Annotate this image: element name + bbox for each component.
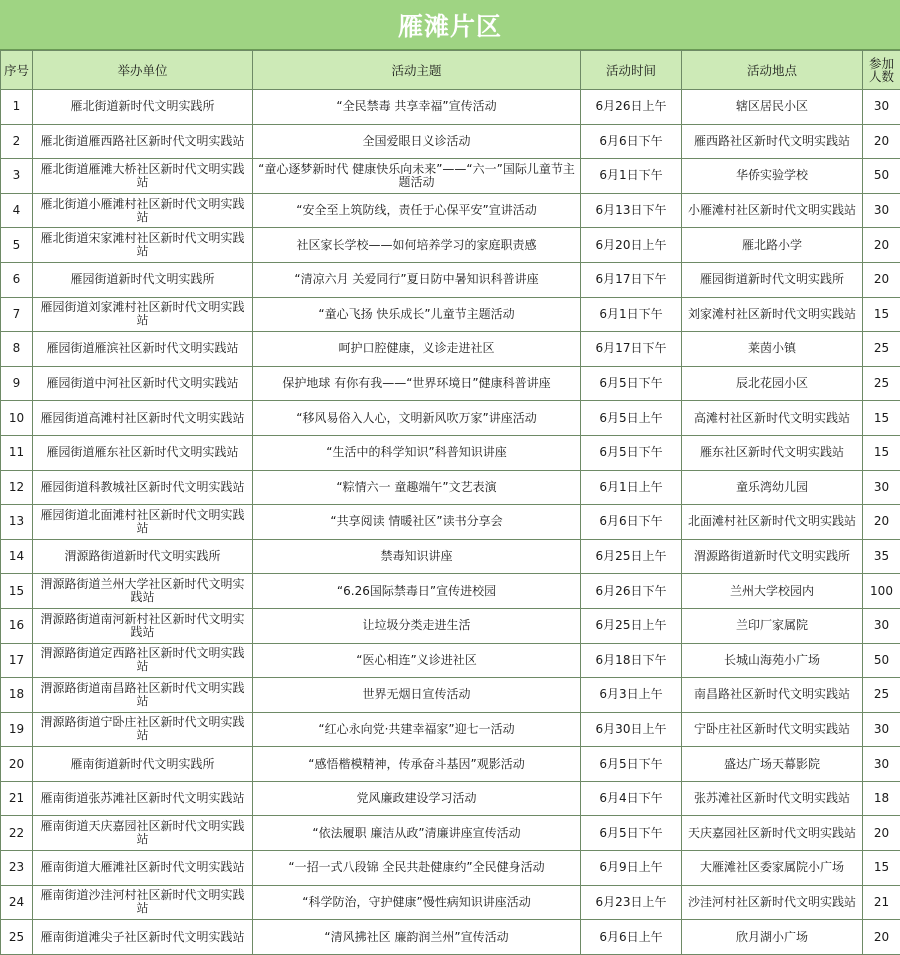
cell-unit[interactable]: 渭源路街道定西路社区新时代文明实践站 — [33, 643, 253, 678]
cell-no[interactable]: 3 — [1, 159, 33, 194]
cell-place[interactable]: 雁北路小学 — [682, 228, 863, 263]
cell-unit[interactable]: 雁南街道天庆嘉园社区新时代文明实践站 — [33, 816, 253, 851]
cell-time[interactable]: 6月4日下午 — [581, 781, 682, 816]
cell-count[interactable]: 18 — [863, 781, 900, 816]
cell-no[interactable]: 19 — [1, 712, 33, 747]
cell-theme[interactable]: “感悟楷模精神，传承奋斗基因”观影活动 — [253, 747, 581, 782]
cell-time[interactable]: 6月26日上午 — [581, 90, 682, 125]
cell-unit[interactable]: 雁北街道宋家滩村社区新时代文明实践站 — [33, 228, 253, 263]
cell-count[interactable]: 30 — [863, 470, 900, 505]
cell-no[interactable]: 4 — [1, 193, 33, 228]
cell-time[interactable]: 6月6日上午 — [581, 920, 682, 955]
cell-no[interactable]: 9 — [1, 366, 33, 401]
cell-count[interactable]: 25 — [863, 678, 900, 713]
table-row[interactable] — [1, 885, 900, 920]
cell-time[interactable]: 6月3日上午 — [581, 678, 682, 713]
cell-place[interactable]: 兰印厂家属院 — [682, 608, 863, 643]
cell-count[interactable]: 20 — [863, 920, 900, 955]
cell-time[interactable]: 6月17日下午 — [581, 262, 682, 297]
cell-unit[interactable]: 雁园街道中河社区新时代文明实践站 — [33, 366, 253, 401]
cell-place[interactable]: 大雁滩社区委家属院小广场 — [682, 851, 863, 886]
cell-theme[interactable]: “安全至上筑防线，责任于心保平安”宣讲活动 — [253, 193, 581, 228]
table-row[interactable] — [1, 193, 900, 228]
cell-count[interactable]: 50 — [863, 643, 900, 678]
cell-time[interactable]: 6月9日上午 — [581, 851, 682, 886]
cell-count[interactable]: 35 — [863, 539, 900, 574]
table-row[interactable] — [1, 851, 900, 886]
cell-count[interactable]: 20 — [863, 505, 900, 540]
cell-place[interactable]: 雁东社区新时代文明实践站 — [682, 435, 863, 470]
cell-no[interactable]: 25 — [1, 920, 33, 955]
cell-time[interactable]: 6月5日下午 — [581, 366, 682, 401]
cell-unit[interactable]: 雁园街道北面滩村社区新时代文明实践站 — [33, 505, 253, 540]
table-row[interactable] — [1, 920, 900, 955]
cell-time[interactable]: 6月5日下午 — [581, 435, 682, 470]
cell-unit[interactable]: 渭源路街道南河新村社区新时代文明实践站 — [33, 608, 253, 643]
cell-place[interactable]: 高滩村社区新时代文明实践站 — [682, 401, 863, 436]
cell-count[interactable]: 21 — [863, 885, 900, 920]
cell-theme[interactable]: 党风廉政建设学习活动 — [253, 781, 581, 816]
header-row — [1, 51, 900, 90]
cell-time[interactable]: 6月26日下午 — [581, 574, 682, 609]
column-header-time: 活动时间 — [581, 51, 682, 90]
cell-no[interactable]: 1 — [1, 90, 33, 125]
cell-theme[interactable]: “医心相连”义诊进社区 — [253, 643, 581, 678]
cell-time[interactable]: 6月6日下午 — [581, 124, 682, 159]
cell-place[interactable]: 童乐湾幼儿园 — [682, 470, 863, 505]
sheet-title: 雁滩片区 — [397, 11, 502, 41]
cell-theme[interactable]: “依法履职 廉洁从政”清廉讲座宣传活动 — [253, 816, 581, 851]
table-row[interactable] — [1, 332, 900, 367]
cell-place[interactable]: 欣月湖小广场 — [682, 920, 863, 955]
cell-no[interactable]: 14 — [1, 539, 33, 574]
cell-unit[interactable]: 雁北街道新时代文明实践所 — [33, 90, 253, 125]
cell-no[interactable]: 6 — [1, 262, 33, 297]
cell-time[interactable]: 6月20日上午 — [581, 228, 682, 263]
cell-time[interactable]: 6月1日上午 — [581, 470, 682, 505]
column-header-unit: 举办单位 — [33, 51, 253, 90]
cell-time[interactable]: 6月5日下午 — [581, 747, 682, 782]
cell-time[interactable]: 6月6日下午 — [581, 505, 682, 540]
cell-theme[interactable]: “全民禁毒 共享幸福”宣传活动 — [253, 90, 581, 125]
table-row[interactable] — [1, 574, 900, 609]
cell-theme[interactable]: “科学防治，守护健康”慢性病知识讲座活动 — [253, 885, 581, 920]
table-row[interactable] — [1, 643, 900, 678]
cell-count[interactable]: 15 — [863, 851, 900, 886]
cell-place[interactable]: 华侨实验学校 — [682, 159, 863, 194]
cell-count[interactable]: 15 — [863, 297, 900, 332]
cell-theme[interactable]: 让垃圾分类走进生活 — [253, 608, 581, 643]
cell-time[interactable]: 6月1日下午 — [581, 297, 682, 332]
cell-theme[interactable]: “生活中的科学知识”科普知识讲座 — [253, 435, 581, 470]
cell-theme[interactable]: “红心永向党·共建幸福家”迎七一活动 — [253, 712, 581, 747]
cell-no[interactable]: 22 — [1, 816, 33, 851]
cell-no[interactable]: 10 — [1, 401, 33, 436]
cell-unit[interactable]: 雁南街道大雁滩社区新时代文明实践站 — [33, 851, 253, 886]
cell-unit[interactable]: 雁园街道科教城社区新时代文明实践站 — [33, 470, 253, 505]
cell-unit[interactable]: 渭源路街道宁卧庄社区新时代文明实践站 — [33, 712, 253, 747]
table-row[interactable] — [1, 366, 900, 401]
activity-table — [0, 50, 900, 955]
cell-theme[interactable]: “一招一式八段锦 全民共赴健康约”全民健身活动 — [253, 851, 581, 886]
cell-place[interactable]: 渭源路街道新时代文明实践所 — [682, 539, 863, 574]
cell-time[interactable]: 6月13日下午 — [581, 193, 682, 228]
table-row[interactable] — [1, 470, 900, 505]
cell-theme[interactable]: “童心逐梦新时代 健康快乐向未来”——“六一”国际儿童节主题活动 — [253, 159, 581, 194]
cell-count[interactable]: 30 — [863, 608, 900, 643]
cell-time[interactable]: 6月18日下午 — [581, 643, 682, 678]
cell-place[interactable]: 天庆嘉园社区新时代文明实践站 — [682, 816, 863, 851]
cell-place[interactable]: 雁西路社区新时代文明实践站 — [682, 124, 863, 159]
cell-time[interactable]: 6月25日上午 — [581, 539, 682, 574]
column-header-place: 活动地点 — [682, 51, 863, 90]
cell-count[interactable]: 15 — [863, 401, 900, 436]
cell-count[interactable]: 20 — [863, 228, 900, 263]
cell-count[interactable]: 15 — [863, 435, 900, 470]
cell-place[interactable]: 雁园街道新时代文明实践所 — [682, 262, 863, 297]
table-row[interactable] — [1, 90, 900, 125]
cell-time[interactable]: 6月1日下午 — [581, 159, 682, 194]
cell-no[interactable]: 7 — [1, 297, 33, 332]
cell-no[interactable]: 21 — [1, 781, 33, 816]
cell-no[interactable]: 5 — [1, 228, 33, 263]
cell-place[interactable]: 莱茵小镇 — [682, 332, 863, 367]
cell-theme[interactable]: “清风拂社区 廉韵润兰州”宣传活动 — [253, 920, 581, 955]
cell-place[interactable]: 辖区居民小区 — [682, 90, 863, 125]
cell-place[interactable]: 兰州大学校园内 — [682, 574, 863, 609]
table-row[interactable] — [1, 712, 900, 747]
cell-no[interactable]: 18 — [1, 678, 33, 713]
cell-theme[interactable]: 社区家长学校——如何培养学习的家庭职责感 — [253, 228, 581, 263]
table-row[interactable] — [1, 124, 900, 159]
cell-no[interactable]: 17 — [1, 643, 33, 678]
cell-count[interactable]: 30 — [863, 193, 900, 228]
cell-theme[interactable]: “共享阅读 情暖社区”读书分享会 — [253, 505, 581, 540]
cell-time[interactable]: 6月17日下午 — [581, 332, 682, 367]
cell-time[interactable]: 6月5日上午 — [581, 401, 682, 436]
cell-unit[interactable]: 渭源路街道南昌路社区新时代文明实践站 — [33, 678, 253, 713]
cell-place[interactable]: 小雁滩村社区新时代文明实践站 — [682, 193, 863, 228]
cell-unit[interactable]: 雁园街道雁滨社区新时代文明实践站 — [33, 332, 253, 367]
cell-theme[interactable]: “粽情六一 童趣端午”文艺表演 — [253, 470, 581, 505]
table-row[interactable] — [1, 435, 900, 470]
cell-no[interactable]: 23 — [1, 851, 33, 886]
cell-unit[interactable]: 雁北街道雁西路社区新时代文明实践站 — [33, 124, 253, 159]
cell-place[interactable]: 刘家滩村社区新时代文明实践站 — [682, 297, 863, 332]
cell-theme[interactable]: “6.26国际禁毒日”宣传进校园 — [253, 574, 581, 609]
cell-time[interactable]: 6月30日上午 — [581, 712, 682, 747]
cell-unit[interactable]: 雁南街道张苏滩社区新时代文明实践站 — [33, 781, 253, 816]
cell-unit[interactable]: 渭源路街道新时代文明实践所 — [33, 539, 253, 574]
table-row[interactable] — [1, 816, 900, 851]
cell-place[interactable]: 盛达广场天幕影院 — [682, 747, 863, 782]
cell-no[interactable]: 24 — [1, 885, 33, 920]
cell-count[interactable]: 50 — [863, 159, 900, 194]
cell-no[interactable]: 11 — [1, 435, 33, 470]
cell-count[interactable]: 20 — [863, 262, 900, 297]
cell-count[interactable]: 20 — [863, 124, 900, 159]
table-row[interactable] — [1, 608, 900, 643]
table-row[interactable] — [1, 539, 900, 574]
cell-no[interactable]: 16 — [1, 608, 33, 643]
cell-no[interactable]: 15 — [1, 574, 33, 609]
title-banner — [0, 0, 900, 50]
cell-theme[interactable]: “移风易俗入人心，文明新风吹万家”讲座活动 — [253, 401, 581, 436]
cell-theme[interactable]: “童心飞扬 快乐成长”儿童节主题活动 — [253, 297, 581, 332]
table-row[interactable] — [1, 297, 900, 332]
cell-no[interactable]: 13 — [1, 505, 33, 540]
table-row[interactable] — [1, 262, 900, 297]
cell-place[interactable]: 长城山海苑小广场 — [682, 643, 863, 678]
cell-count[interactable]: 30 — [863, 90, 900, 125]
cell-place[interactable]: 沙洼河村社区新时代文明实践站 — [682, 885, 863, 920]
cell-count[interactable]: 30 — [863, 712, 900, 747]
cell-unit[interactable]: 雁北街道小雁滩村社区新时代文明实践站 — [33, 193, 253, 228]
cell-time[interactable]: 6月23日上午 — [581, 885, 682, 920]
cell-time[interactable]: 6月5日下午 — [581, 816, 682, 851]
cell-unit[interactable]: 雁园街道雁东社区新时代文明实践站 — [33, 435, 253, 470]
cell-place[interactable]: 北面滩村社区新时代文明实践站 — [682, 505, 863, 540]
cell-place[interactable]: 辰北花园小区 — [682, 366, 863, 401]
cell-unit[interactable]: 雁南街道沙洼河村社区新时代文明实践站 — [33, 885, 253, 920]
cell-time[interactable]: 6月25日上午 — [581, 608, 682, 643]
cell-unit[interactable]: 雁园街道新时代文明实践所 — [33, 262, 253, 297]
cell-theme[interactable]: 世界无烟日宣传活动 — [253, 678, 581, 713]
table-row[interactable] — [1, 505, 900, 540]
table-row[interactable] — [1, 781, 900, 816]
cell-count[interactable]: 30 — [863, 747, 900, 782]
cell-unit[interactable]: 雁园街道高滩村社区新时代文明实践站 — [33, 401, 253, 436]
table-row[interactable] — [1, 401, 900, 436]
cell-count[interactable]: 100 — [863, 574, 900, 609]
column-header-no: 序号 — [1, 51, 33, 90]
cell-theme[interactable]: 全国爱眼日义诊活动 — [253, 124, 581, 159]
cell-unit[interactable]: 雁园街道刘家滩村社区新时代文明实践站 — [33, 297, 253, 332]
column-header-theme: 活动主题 — [253, 51, 581, 90]
table-row[interactable] — [1, 747, 900, 782]
cell-theme[interactable]: “清凉六月 关爱同行”夏日防中暑知识科普讲座 — [253, 262, 581, 297]
cell-theme[interactable]: 保护地球 有你有我——“世界环境日”健康科普讲座 — [253, 366, 581, 401]
table-row[interactable] — [1, 228, 900, 263]
cell-unit[interactable]: 雁南街道新时代文明实践所 — [33, 747, 253, 782]
column-header-count: 参加人数 — [863, 51, 900, 90]
cell-no[interactable]: 2 — [1, 124, 33, 159]
cell-no[interactable]: 20 — [1, 747, 33, 782]
cell-place[interactable]: 宁卧庄社区新时代文明实践站 — [682, 712, 863, 747]
table-row[interactable] — [1, 159, 900, 194]
cell-count[interactable]: 25 — [863, 332, 900, 367]
table-body — [1, 90, 900, 955]
cell-count[interactable]: 25 — [863, 366, 900, 401]
cell-place[interactable]: 南昌路社区新时代文明实践站 — [682, 678, 863, 713]
cell-no[interactable]: 8 — [1, 332, 33, 367]
cell-place[interactable]: 张苏滩社区新时代文明实践站 — [682, 781, 863, 816]
cell-unit[interactable]: 渭源路街道兰州大学社区新时代文明实践站 — [33, 574, 253, 609]
table-row[interactable] — [1, 678, 900, 713]
cell-theme[interactable]: 禁毒知识讲座 — [253, 539, 581, 574]
cell-count[interactable]: 20 — [863, 816, 900, 851]
cell-theme[interactable]: 呵护口腔健康，义诊走进社区 — [253, 332, 581, 367]
cell-unit[interactable]: 雁北街道雁滩大桥社区新时代文明实践站 — [33, 159, 253, 194]
cell-no[interactable]: 12 — [1, 470, 33, 505]
cell-unit[interactable]: 雁南街道滩尖子社区新时代文明实践站 — [33, 920, 253, 955]
